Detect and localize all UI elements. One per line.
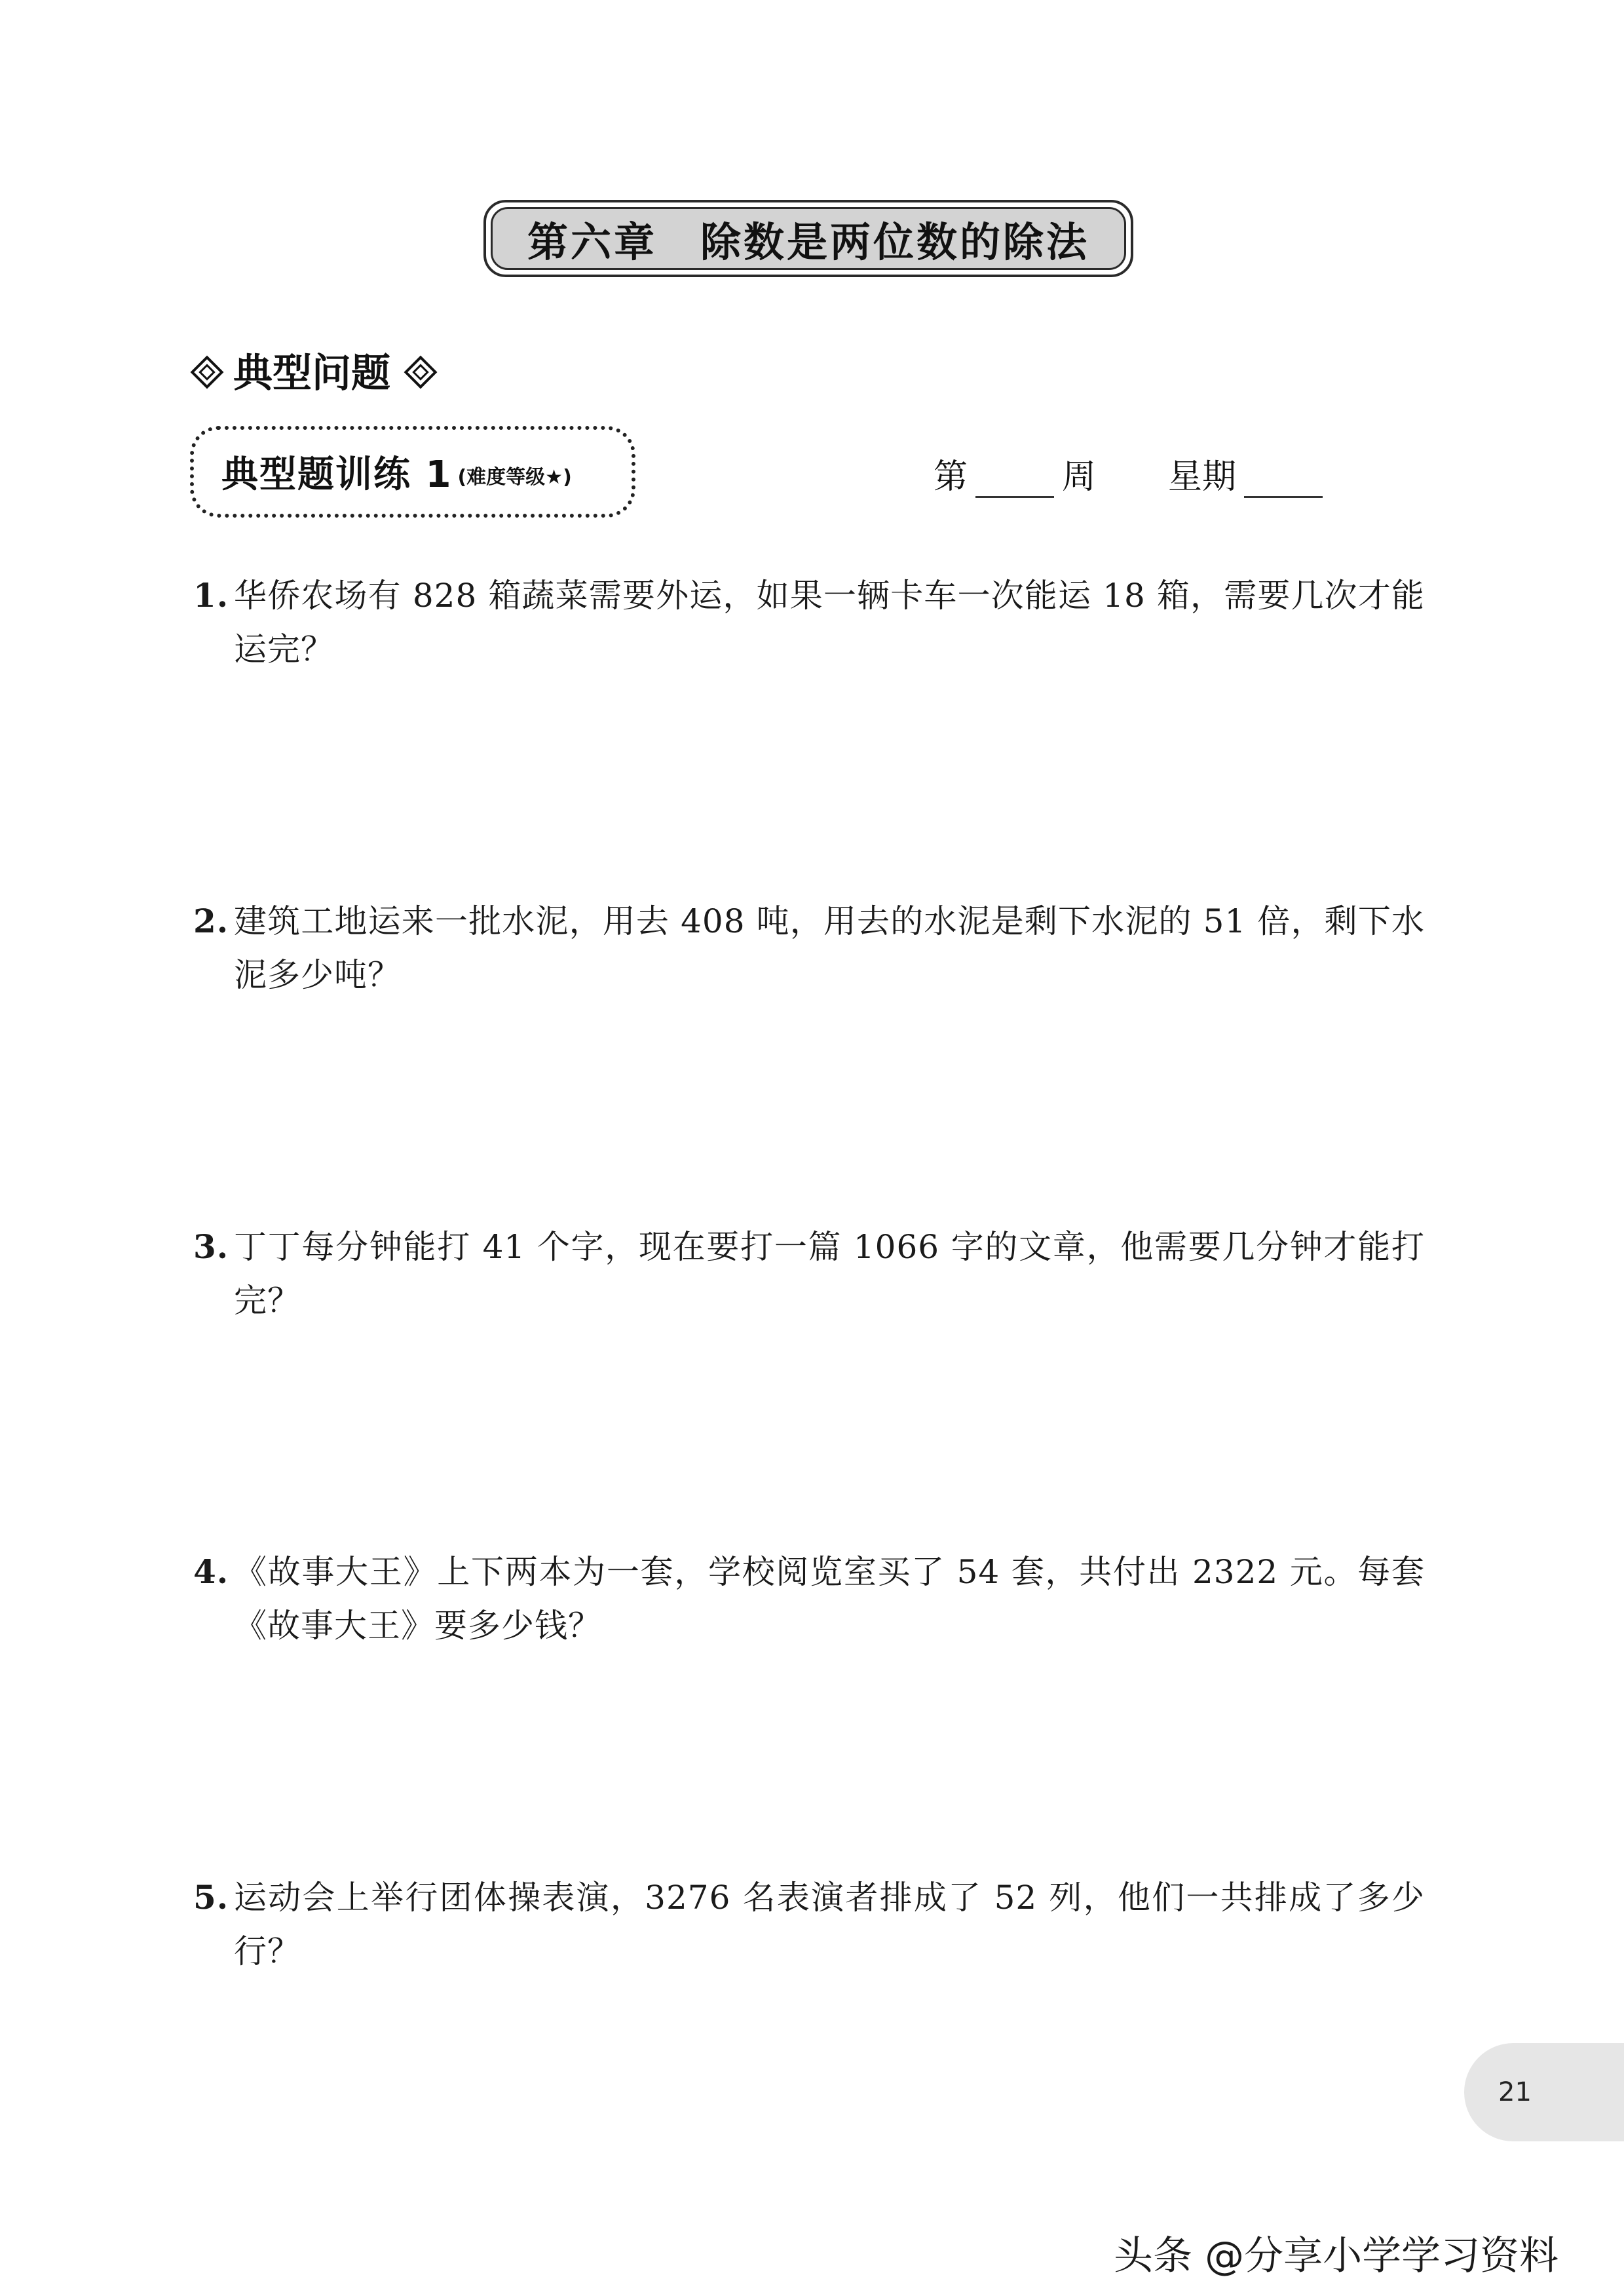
page-number: 21	[1498, 2077, 1532, 2107]
training-box	[190, 426, 635, 518]
question-3	[193, 1220, 1425, 1328]
training-title: 典型题训练 1	[221, 453, 453, 496]
question-1	[193, 569, 1425, 676]
question-text: 丁丁每分钟能打 41 个字，现在要打一篇 1066 字的文章，他需要几分钟才能打完？	[234, 1228, 1425, 1320]
question-number: 1.	[193, 576, 229, 615]
week-prefix: 第	[934, 457, 968, 497]
week-day-field	[934, 439, 1323, 498]
question-number: 5.	[193, 1878, 229, 1917]
chapter-title: 第六章 除数是两位数的除法	[491, 207, 1126, 270]
question-number: 4.	[193, 1552, 229, 1591]
question-text: 华侨农场有 828 箱蔬菜需要外运，如果一辆卡车一次能运 18 箱，需要几次才能运完？	[234, 577, 1425, 668]
question-text: 运动会上举行团体操表演，3276 名表演者排成了 52 列，他们一共排成了多少行？	[234, 1879, 1425, 1970]
question-2	[193, 894, 1425, 1002]
watermark: 头条 @分享小学学习资料	[1114, 2233, 1559, 2279]
chapter-banner	[483, 200, 1133, 277]
question-4	[193, 1545, 1425, 1653]
difficulty-level: (难度等级★)	[457, 466, 572, 489]
question-text: 建筑工地运来一批水泥，用去 408 吨，用去的水泥是剩下水泥的 51 倍，剩下水泥多少吨？	[234, 902, 1425, 994]
section-heading-text: 典型问题	[233, 351, 390, 396]
page-number-tab	[1464, 2043, 1624, 2141]
question-number: 2.	[193, 902, 229, 940]
section-heading	[190, 341, 434, 400]
week-suffix: 周	[1062, 457, 1097, 497]
question-5	[193, 1871, 1425, 1978]
question-text: 《故事大王》上下两本为一套，学校阅览室买了 54 套，共付出 2322 元。每套《故事大王》要多少钱？	[234, 1553, 1425, 1645]
day-blank[interactable]	[1244, 457, 1323, 498]
diamond-right-icon	[404, 355, 434, 385]
question-number: 3.	[193, 1227, 229, 1266]
diamond-left-icon	[190, 355, 220, 385]
week-blank[interactable]	[975, 457, 1054, 498]
day-label: 星期	[1168, 457, 1237, 497]
